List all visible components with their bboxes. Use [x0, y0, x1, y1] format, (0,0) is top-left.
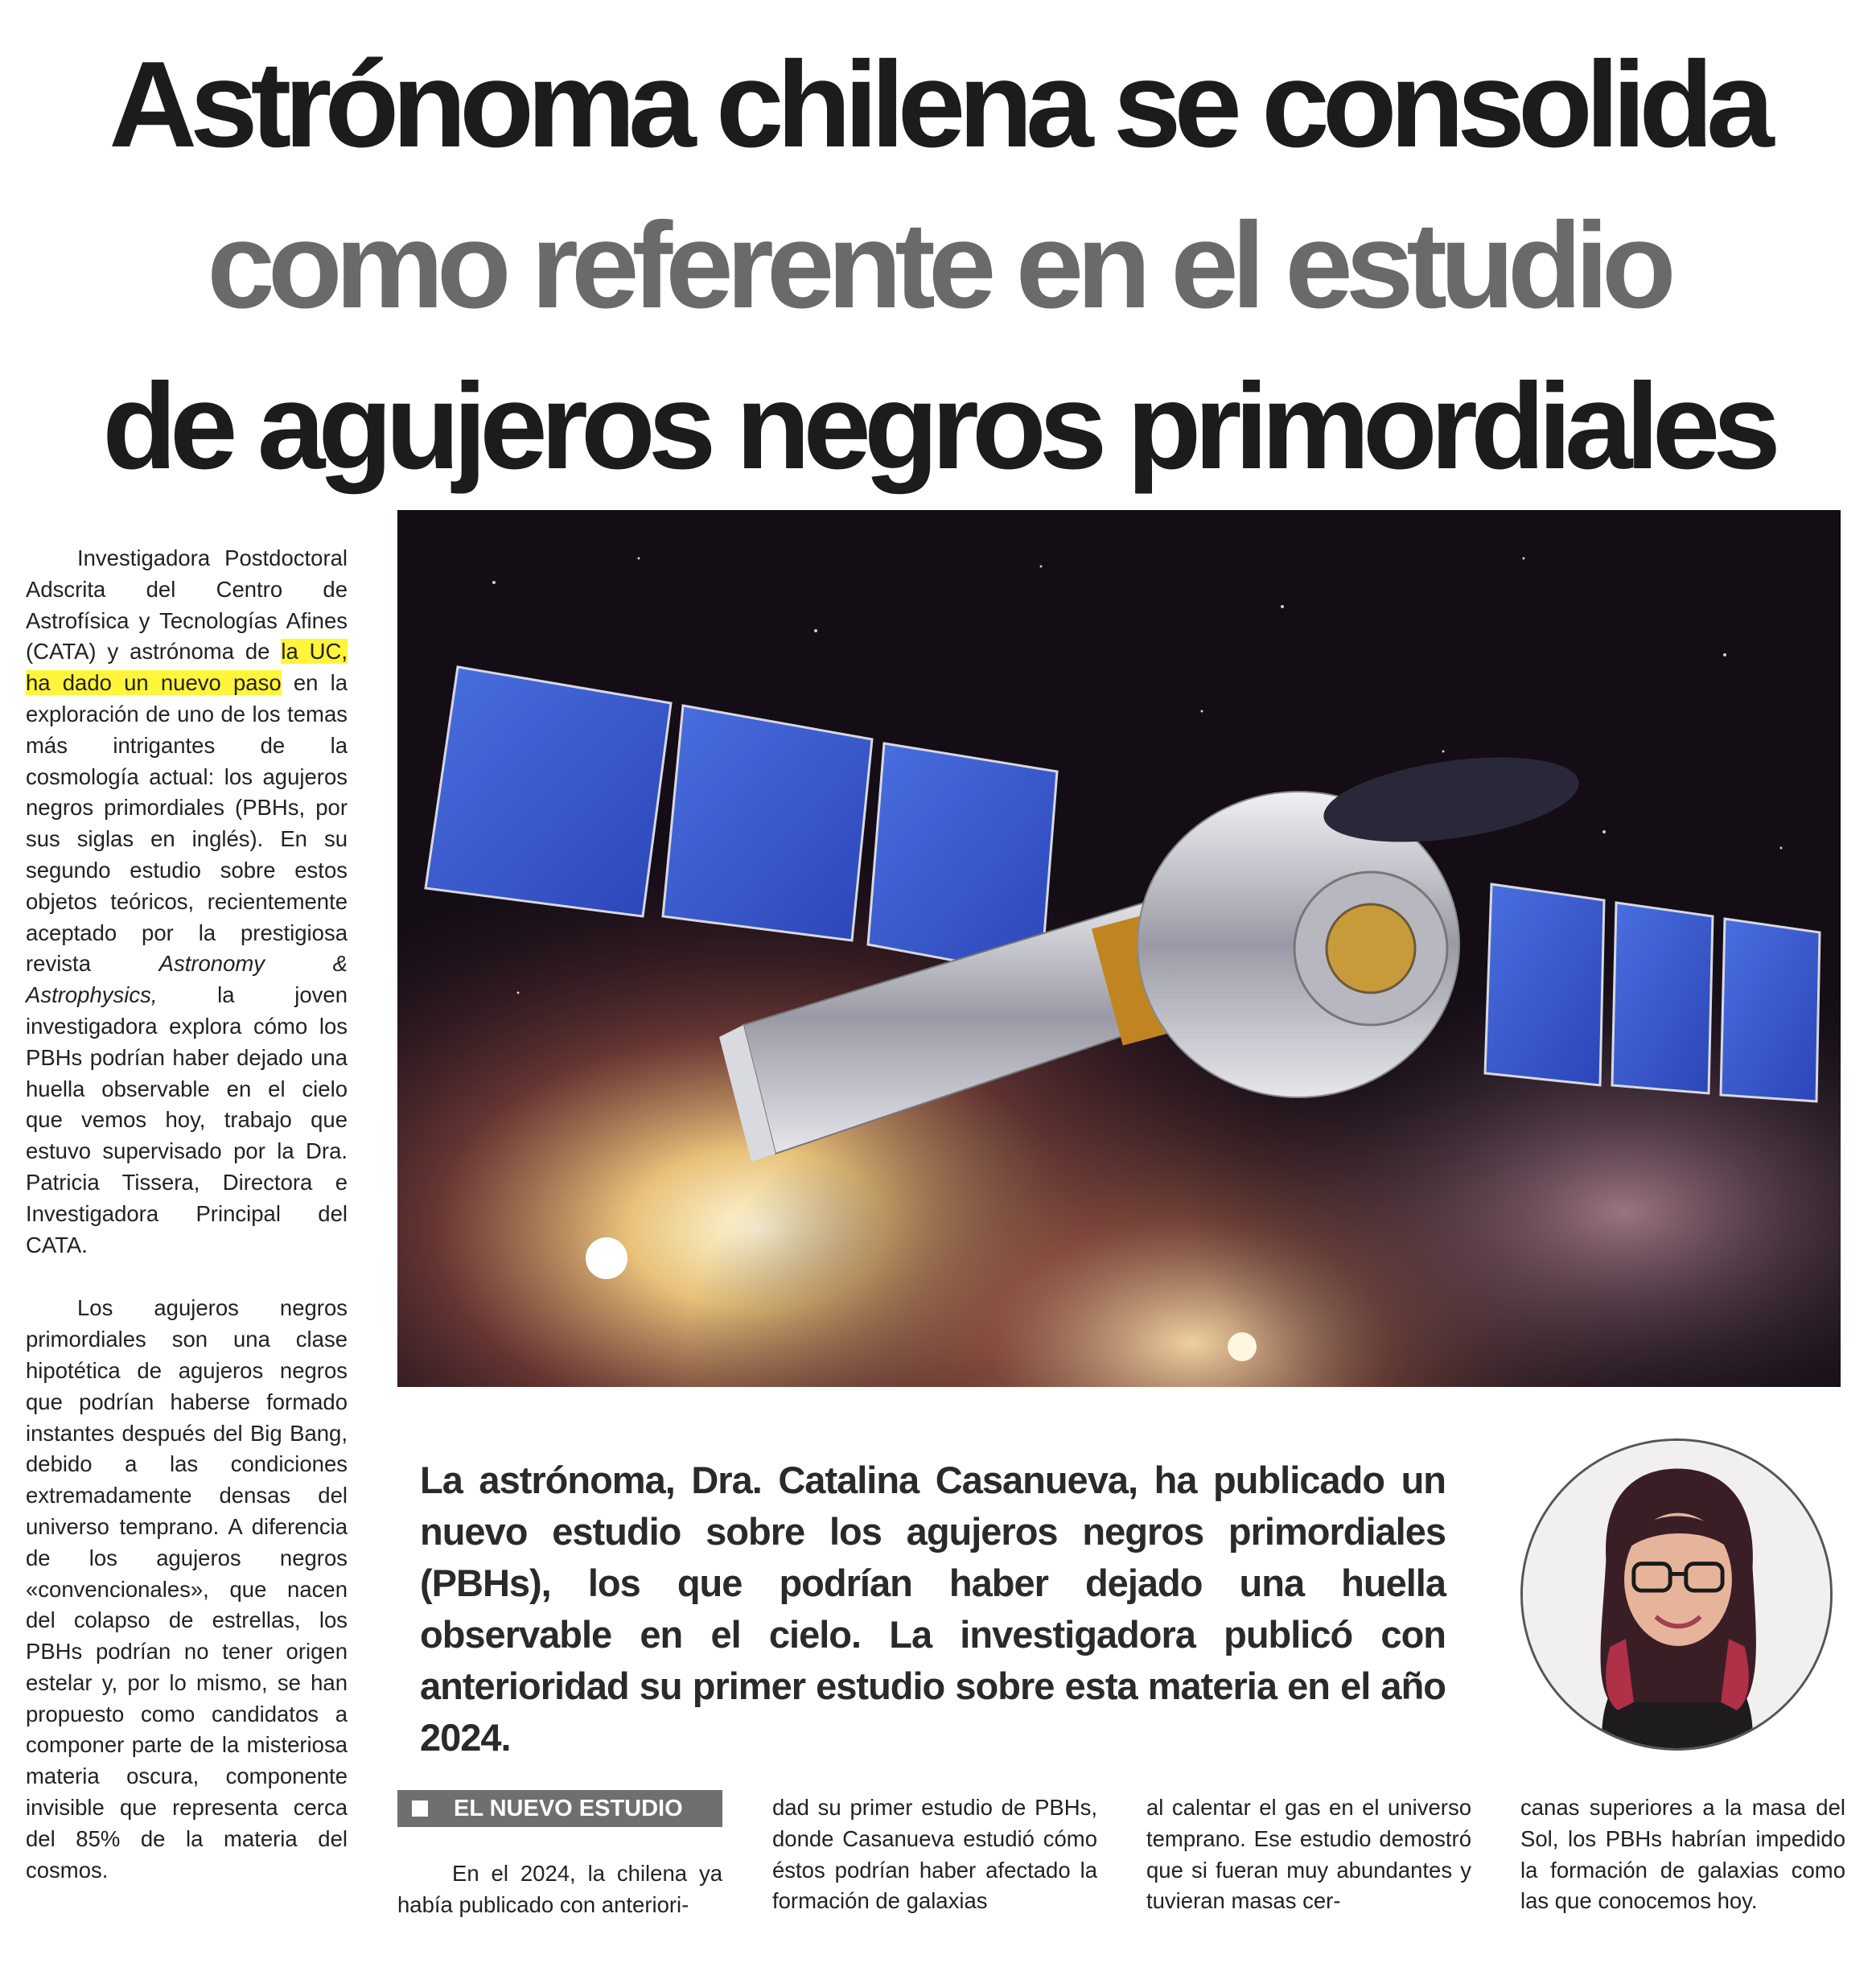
column-2-text: dad su primer estudio de PBHs, donde Casanueva estudió cómo éstos podrían haber afectado la formación de galaxias: [772, 1795, 1097, 1914]
left-paragraph-1: [26, 543, 348, 1261]
satellite-illustration-icon: [397, 510, 1841, 1387]
main-photo: [397, 510, 1841, 1387]
person-portrait-icon: [1523, 1441, 1830, 1748]
column-4-text: canas superiores a la masa del Sol, los PBHs habrían impedido la formación de galaxias como las que conocemos hoy.: [1520, 1795, 1845, 1914]
journal-name: Astronomy & Astrophysics,: [26, 951, 348, 1008]
p1-text-b: en la exploración de uno de los temas más intrigantes de la cosmología actual: los agujeros negros primordiales (PBHs, por sus siglas en inglés). En su segundo estudio sobre estos objetos teóricos, recientemente aceptado por la prestigiosa revista: [26, 670, 348, 977]
headline-line-1: Astrónoma chilena se consolida: [109, 36, 1767, 173]
headline-line-2: como referente en el estudio: [207, 197, 1669, 334]
p1-text-a: Investigadora Postdoctoral Adscrita del Centro de Astrofísica y Tecnologías Afines (CATA) y astrónoma de: [26, 545, 348, 665]
section-tag-label: EL NUEVO ESTUDIO: [454, 1796, 683, 1821]
section-tag: [397, 1790, 722, 1827]
body-column-3: [1146, 1792, 1471, 1917]
column-1-text: En el 2024, la chilena ya había publicado con anteriori-: [397, 1861, 722, 1917]
highlighted-text: la UC, ha dado un nuevo paso: [26, 639, 348, 696]
left-column: [26, 543, 348, 1886]
headline: [0, 24, 1876, 507]
body-column-2: [772, 1792, 1097, 1917]
square-bullet-icon: [412, 1800, 428, 1817]
body-column-1: [397, 1858, 722, 1921]
headline-line-3: de agujeros negros primordiales: [102, 358, 1774, 495]
column-3-text: al calentar el gas en el universo temprano. Ese estudio demostró que si fueran muy abundantes y tuvieran masas cer-: [1146, 1795, 1471, 1914]
portrait-photo: [1520, 1438, 1833, 1751]
lead-paragraph: La astrónoma, Dra. Catalina Casanueva, ha publicado un nuevo estudio sobre los agujeros negros primordiales (PBHs), los que podrían haber dejado una huella observable en el cielo. La investigadora publicó con anterioridad su primer estudio sobre esta materia en el año 2024.: [420, 1459, 1446, 1759]
left-paragraph-2: Los agujeros negros primordiales son una clase hipotética de agujeros negros que podrían haberse formado instantes después del Big Bang, debido a las condiciones extremadamente densas del universo temprano. A diferencia de los agujeros negros «convencionales», que nacen del colapso de estrellas, los PBHs podrían no tener origen estelar y, por lo mismo, se han propuesto como candidatos a componer parte de la misteriosa materia oscura, componente invisible que representa cerca del 85% de la materia del cosmos.: [26, 1295, 348, 1883]
p1-text-c: la joven investigadora explora cómo los PBHs podrían haber dejado una huella observable en el cielo que vemos hoy, trabajo que estuvo supervisado por la Dra. Patricia Tissera, Directora e Investigadora Principal del CATA.: [26, 982, 348, 1257]
body-column-4: [1520, 1792, 1845, 1917]
